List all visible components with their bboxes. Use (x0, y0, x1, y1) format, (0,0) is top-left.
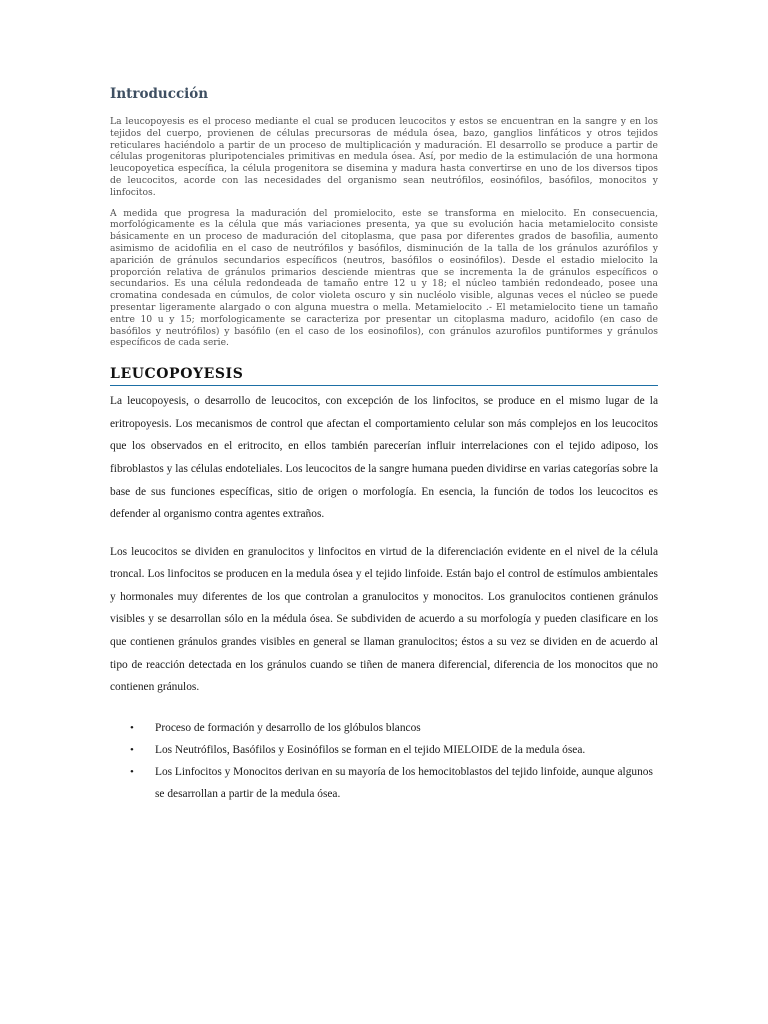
leucopoyesis-paragraph-2: Los leucocitos se dividen en granulocitos y linfocitos en virtud de la diferenciación evidente en el nivel de la célula troncal. Los linfocitos se producen en la medula ósea y el tejido linfoide. Están bajo el control de estímulos ambientales y hormonales muy diferentes de los que controlan a granulocitos y monocitos. Los granulocitos contienen gránulos visibles y se desarrollan sólo en la médula ósea. Se subdividen de acuerdo a su morfología y pueden clasificare en los que contienen gránulos grandes visibles en general se llaman granulocitos; éstos a su vez se dividen en de acuerdo al tipo de reacción detectada en los gránulos cuando se tiñen de manera diferencial, diferencia de los monocitos que no contienen gránulos. (110, 545, 658, 694)
list-item-text: Los Neutrófilos, Basófilos y Eosinófilos se forman en el tejido MIELOIDE de la medula ósea. (155, 744, 586, 757)
list-item-text: Proceso de formación y desarrollo de los glóbulos blancos (155, 721, 421, 734)
bullet-icon: • (130, 744, 134, 757)
list-item (110, 739, 658, 761)
document-content (110, 86, 658, 806)
intro-paragraph-1: La leucopoyesis es el proceso mediante el cual se producen leucocitos y estos se encuentran en la sangre y en los tejidos del cuerpo, provienen de células precursoras de médula ósea, bazo, ganglios linfáticos y otros tejidos reticulares haciéndolo a partir de un proceso de multiplicación y maduración. El desarrollo se produce a partir de células progenitoras pluripotenciales primitivas en medula ósea. Así, por medio de la estimulación de una hormona leucopoyetica específica, la célula progenitora se disemina y madura hasta convertirse en uno de los diversos tipos de leucocitos, acorde con las necesidades del organismo sean neutrófilos, eosinófilos, basófilos, monocitos y linfocitos. (110, 116, 658, 198)
list-item (110, 717, 658, 739)
bullet-list (110, 717, 658, 806)
bullet-icon: • (130, 766, 134, 779)
leucopoyesis-paragraph-1: La leucopoyesis, o desarrollo de leucocitos, con excepción de los linfocitos, se produce en el mismo lugar de la eritropoyesis. Los mecanismos de control que afectan el comportamiento celular son más complejos en los leucocitos que los observados en el eritrocito, en ellos también parecerían influir interrelaciones con el tejido adiposo, los fibroblastos y las células endoteliales. Los leucocitos de la sangre humana pueden dividirse en varias categorías sobre la base de sus funciones específicas, sitio de origen o morfología. En esencia, la función de todos los leucocitos es defender al organismo contra agentes extraños. (110, 395, 658, 521)
leucopoyesis-heading: LEUCOPOYESIS (110, 366, 658, 386)
list-item-text: Los Linfocitos y Monocitos derivan en su mayoría de los hemocitoblastos del tejido linfoide, aunque algunos se desarrollan a partir de la medula ósea. (155, 766, 653, 801)
intro-heading: Introducción (110, 86, 209, 102)
intro-paragraph-2: A medida que progresa la maduración del promielocito, este se transforma en mielocito. En consecuencia, morfológicamente es la célula que más variaciones presenta, ya que su evolución hacia metamielocito consiste básicamente en un proceso de maduración del citoplasma, que pasa por diferentes grados de basofilia, aumento asimismo de acidofilia en el caso de neutrófilos y basófilos, disminución de la talla de los gránulos azurófilos y aparición de gránulos secundarios específicos (neutros, basófilos o eosinófilos). Desde el estadio mielocito la proporción relativa de gránulos primarios desciende mientras que se incrementa la de gránulos específicos o secundarios. Es una célula redondeada de tamaño entre 12 u y 18; el núcleo también redondeado, posee una cromatina condesada en cúmulos, de color violeta oscuro y sin nucléolo visible, algunas veces el núcleo se puede presentar ligeramente alargado o con alguna muestra o mella. Metamielocito .- El metamielocito tiene un tamaño entre 10 u y 15; morfologicamente se caracteriza por presentar un citoplasma maduro, acidofilo (en caso de basófilos y neutrófilos) y basófilo (en el caso de los eosinofilos), con gránulos azurofilos puntiformes y gránulos específicos de cada serie. (110, 207, 658, 349)
bullet-icon: • (130, 721, 134, 734)
list-item (110, 761, 658, 805)
